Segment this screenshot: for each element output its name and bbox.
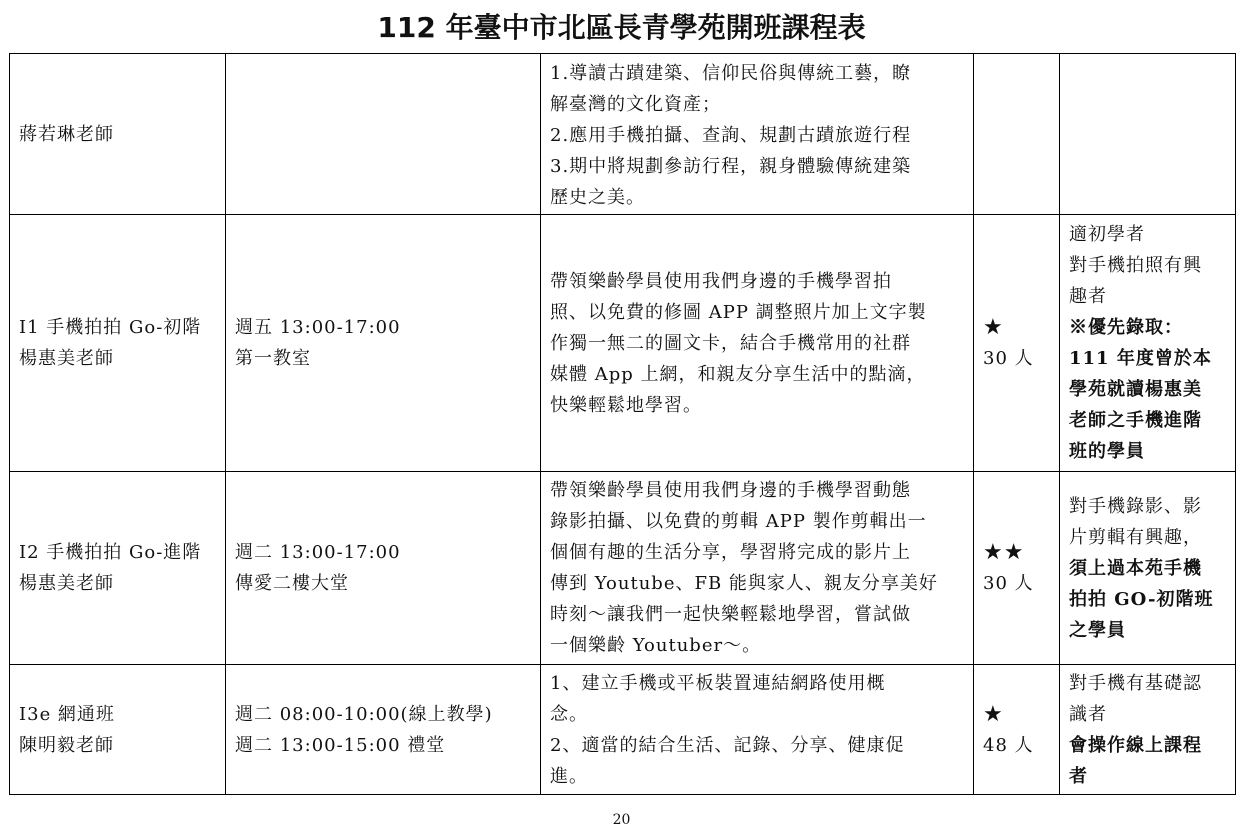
description-line: 念。 [550, 703, 588, 725]
notes-cell [1060, 215, 1236, 472]
table-row [10, 215, 1236, 472]
note-line: 識者 [1069, 703, 1107, 725]
schedule-cell [226, 215, 541, 472]
schedule-cell [226, 472, 541, 665]
schedule-cell [226, 54, 541, 215]
schedule-cell [226, 665, 541, 795]
description-line: 照、以免費的修圖 APP 調整照片加上文字製 [550, 301, 927, 323]
note-line: 111 年度曾於本 [1069, 348, 1212, 369]
description-line: 快樂輕鬆地學習。 [550, 394, 702, 416]
capacity: 48 人 [983, 734, 1034, 756]
description-cell [541, 215, 974, 472]
description-cell [541, 472, 974, 665]
note-line: 者 [1069, 765, 1088, 787]
description-cell [541, 665, 974, 795]
description-line: 1、建立手機或平板裝置連結網路使用概 [550, 672, 886, 694]
schedule-location: 傳愛二樓大堂 [235, 573, 349, 594]
title-year: 112 [377, 11, 436, 44]
description-line: 帶領樂齡學員使用我們身邊的手機學習拍 [550, 270, 892, 292]
note-line: 拍拍 GO-初階班 [1069, 588, 1214, 610]
teacher-cell [10, 215, 226, 472]
level-stars: ★★ [983, 540, 1025, 565]
note-line: 會操作線上課程 [1069, 734, 1202, 756]
teacher-cell [10, 54, 226, 215]
description-cell [541, 54, 974, 215]
description-line: 作獨一無二的圖文卡，結合手機常用的社群 [550, 332, 911, 354]
course-name: I2 手機拍拍 Go-進階 [19, 542, 202, 563]
level-cell [974, 215, 1060, 472]
note-line: 對手機有基礎認 [1069, 672, 1202, 694]
schedule-time: 週二 13:00-17:00 [235, 542, 401, 563]
note-line: 對手機拍照有興 [1069, 255, 1202, 276]
level-cell [974, 472, 1060, 665]
title-text: 年臺中市北區長青學苑開班課程表 [435, 11, 866, 44]
table-row [10, 665, 1236, 795]
description-line: 3.期中將規劃參訪行程，親身體驗傳統建築 [550, 155, 912, 177]
teacher-name: 楊惠美老師 [19, 573, 114, 594]
notes-cell [1060, 54, 1236, 215]
description-line: 錄影拍攝、以免費的剪輯 APP 製作剪輯出一 [550, 511, 927, 532]
description-line: 1.導讀古蹟建築、信仰民俗與傳統工藝，瞭 [550, 62, 912, 84]
description-line: 媒體 App 上網，和親友分享生活中的點滴， [550, 363, 926, 385]
table-row [10, 472, 1236, 665]
description-line: 個個有趣的生活分享，學習將完成的影片上 [550, 542, 911, 563]
schedule-location: 第一教室 [235, 348, 311, 369]
note-line: 片剪輯有興趣， [1069, 526, 1202, 548]
description-line: 解臺灣的文化資產； [550, 93, 721, 115]
teacher-name: 陳明毅老師 [19, 734, 114, 756]
course-name: I3e 網通班 [19, 703, 115, 725]
note-line: 適初學者 [1069, 224, 1145, 245]
note-line: 對手機錄影、影 [1069, 495, 1202, 517]
level-cell [974, 665, 1060, 795]
description-line: 時刻～讓我們一起快樂輕鬆地學習，嘗試做 [550, 604, 911, 625]
description-line: 一個樂齡 Youtuber～。 [550, 635, 762, 656]
capacity: 30 人 [983, 348, 1034, 369]
note-line: 趣者 [1069, 286, 1107, 307]
level-stars: ★ [983, 701, 1004, 727]
description-line: 2.應用手機拍攝、查詢、規劃古蹟旅遊行程 [550, 124, 912, 146]
schedule-time: 週二 13:00-15:00 禮堂 [235, 734, 446, 756]
notes-cell [1060, 472, 1236, 665]
level-stars: ★ [983, 315, 1004, 340]
table-row [10, 54, 1236, 215]
note-line: 班的學員 [1069, 441, 1145, 462]
page-number: 20 [612, 812, 631, 828]
capacity: 30 人 [983, 573, 1034, 594]
page-title [0, 8, 1243, 48]
teacher-name: 楊惠美老師 [19, 348, 114, 369]
note-line: 老師之手機進階 [1069, 410, 1202, 431]
description-line: 進。 [550, 765, 588, 787]
description-line: 2、適當的結合生活、記錄、分享、健康促 [550, 734, 905, 756]
schedule-time: 週五 13:00-17:00 [235, 317, 401, 338]
teacher-cell [10, 665, 226, 795]
description-line: 帶領樂齡學員使用我們身邊的手機學習動態 [550, 480, 911, 501]
course-table [9, 53, 1236, 795]
note-line: 學苑就讀楊惠美 [1069, 379, 1202, 400]
description-line: 傳到 Youtube、FB 能與家人、親友分享美好 [550, 573, 938, 594]
note-line: 之學員 [1069, 619, 1126, 641]
teacher-name: 蔣若琳老師 [19, 123, 114, 145]
level-cell [974, 54, 1060, 215]
teacher-cell [10, 472, 226, 665]
course-name: I1 手機拍拍 Go-初階 [19, 317, 202, 338]
description-line: 歷史之美。 [550, 186, 645, 208]
schedule-time: 週二 08:00-10:00(線上教學) [235, 703, 493, 725]
notes-cell [1060, 665, 1236, 795]
note-line: ※優先錄取： [1069, 317, 1183, 338]
note-line: 須上過本苑手機 [1069, 557, 1202, 579]
